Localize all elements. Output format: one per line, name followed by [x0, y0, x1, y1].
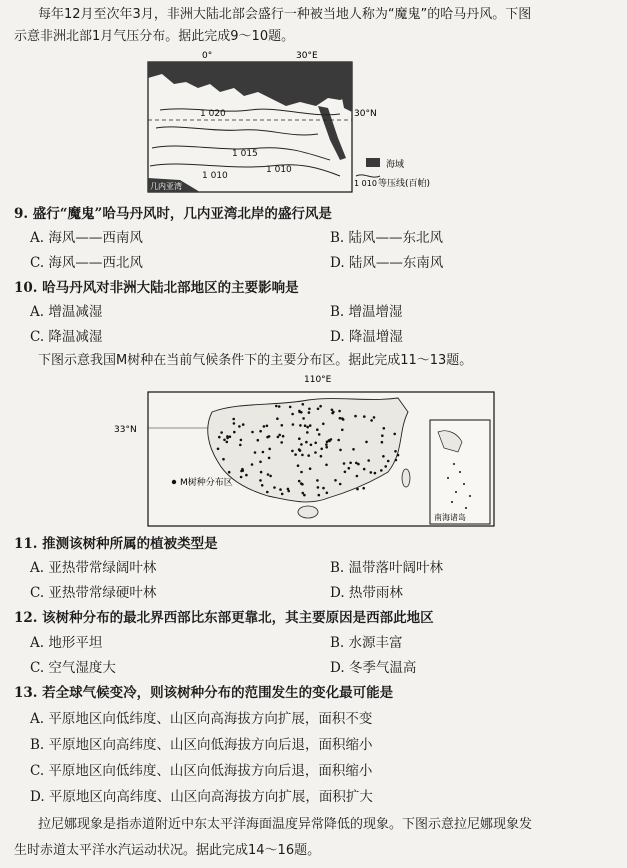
q12-stem: 12. 该树种分布的最北界西部比东部更靠北，其主要原因是西部此地区	[14, 610, 434, 626]
inset-label: 南海诸岛	[434, 513, 466, 522]
q12-option-b: B. 水源丰富	[330, 635, 403, 651]
q11-option-a: A. 亚热带常绿阔叶林	[30, 560, 157, 576]
lon-label-30e: 30°E	[296, 51, 318, 61]
q10-stem: 10. 哈马丹风对非洲大陆北部地区的主要影响是	[14, 280, 299, 296]
legend-isobar-value: 1 010	[354, 179, 377, 188]
q9-option-b: B. 陆风——东北风	[330, 230, 444, 246]
legend-sea-label: 海域	[386, 160, 405, 170]
legend-isobar-label: 等压线(百帕)	[378, 179, 431, 189]
q11-stem: 11. 推测该树种所属的植被类型是	[14, 536, 218, 552]
isobar-label-1010b: 1 010	[266, 165, 292, 175]
q9-option-d: D. 陆风——东南风	[330, 255, 444, 271]
lon-label-110e: 110°E	[304, 375, 332, 385]
q13-option-a: A. 平原地区向低纬度、山区向高海拔方向扩展，面积不变	[30, 711, 373, 727]
lon-label-0: 0°	[202, 51, 213, 61]
q12-option-c: C. 空气湿度大	[30, 660, 116, 676]
lat-label-30n: 30°N	[354, 109, 377, 119]
gulf-of-guinea-label: 几内亚湾	[150, 182, 182, 191]
legend-isobar-line	[356, 175, 380, 177]
intro-1-line-2: 示意非洲北部1月气压分布。据此完成9～10题。	[14, 29, 295, 44]
legend-tree-label: M树种分布区	[180, 478, 233, 488]
intro-3-line-2: 生时赤道太平洋水汽运动状况。据此完成14～16题。	[14, 843, 321, 858]
q13-stem: 13. 若全球气候变冷，则该树种分布的范围发生的变化最可能是	[14, 685, 394, 701]
q9-option-a: A. 海风——西南风	[30, 230, 143, 246]
isobar-label-1020: 1 020	[200, 109, 226, 119]
intro-2: 下图示意我国M树种在当前气候条件下的主要分布区。据此完成11～13题。	[38, 353, 473, 368]
q11-option-b: B. 温带落叶阔叶林	[330, 560, 444, 576]
q10-option-d: D. 降温增湿	[330, 329, 403, 345]
q9-stem: 9. 盛行“魔鬼”哈马丹风时，几内亚湾北岸的盛行风是	[14, 206, 332, 222]
q11-option-c: C. 亚热带常绿硬叶林	[30, 585, 157, 601]
legend-dot	[172, 480, 176, 484]
pressure-map	[140, 48, 460, 202]
q10-option-a: A. 增温减湿	[30, 304, 103, 320]
q12-option-a: A. 地形平坦	[30, 635, 103, 651]
q12-option-d: D. 冬季气温高	[330, 660, 417, 676]
isobar-label-1015: 1 015	[232, 149, 258, 159]
tree-distribution-map	[108, 372, 504, 532]
q13-option-d: D. 平原地区向高纬度、山区向高海拔方向扩展，面积扩大	[30, 789, 373, 805]
q10-option-c: C. 降温减湿	[30, 329, 103, 345]
legend-sea-swatch	[366, 158, 380, 167]
q13-option-b: B. 平原地区向高纬度、山区向低海拔方向后退，面积缩小	[30, 737, 373, 753]
q9-option-c: C. 海风——西北风	[30, 255, 143, 271]
intro-1-line-1: 每年12月至次年3月，非洲大陆北部会盛行一种被当地人称为“魔鬼”的哈马丹风。下图	[38, 7, 532, 22]
q11-option-d: D. 热带雨林	[330, 585, 403, 601]
q13-option-c: C. 平原地区向低纬度、山区向低海拔方向后退，面积缩小	[30, 763, 373, 779]
lat-label-33n: 33°N	[114, 425, 137, 435]
isobar-label-1010a: 1 010	[202, 171, 228, 181]
q10-option-b: B. 增温增湿	[330, 304, 403, 320]
intro-3-line-1: 拉尼娜现象是指赤道附近中东太平洋海面温度异常降低的现象。下图示意拉尼娜现象发	[38, 817, 533, 832]
